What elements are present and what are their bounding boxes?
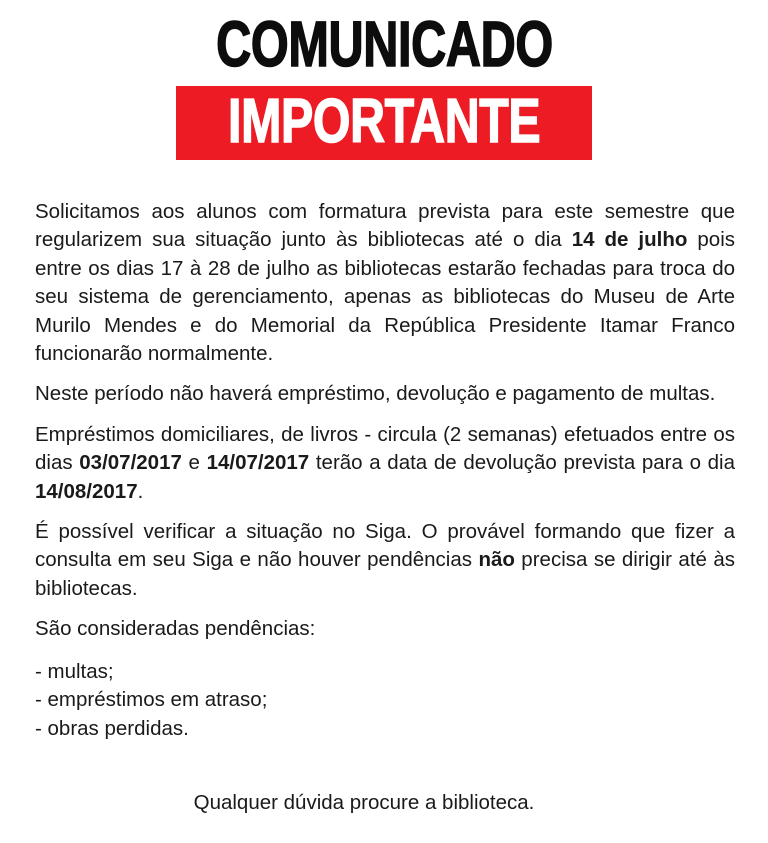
- list-item: - obras perdidas.: [35, 716, 189, 740]
- paragraph-1-part-1: Solicitamos aos alunos com formatura prevista para este semestre que regularizem sua situação junto às bibliotecas até o dia: [35, 200, 735, 252]
- pendencias-intro: [35, 615, 735, 643]
- headline-importante-text: IMPORTANTE: [227, 87, 541, 156]
- list-item: - multas;: [35, 659, 114, 683]
- list-item: - empréstimos em atraso;: [35, 688, 268, 712]
- paragraph-4-part-2: precisa se dirigir até às bibliotecas.: [35, 548, 735, 600]
- paragraph-4: [35, 518, 735, 603]
- notice-body: [35, 198, 735, 838]
- paragraph-3-part-1: Empréstimos domiciliares, de livros - circula (2 semanas) efetuados entre os dias: [35, 422, 735, 475]
- paragraph-3-bold-date-1: 03/07/2017: [79, 451, 182, 475]
- paragraph-3-part-3: terão a data de devolução prevista para o dia: [309, 451, 735, 475]
- paragraph-3-part-2: e: [181, 451, 207, 475]
- headline-line-comunicado: [0, 8, 768, 80]
- headline-red-band: [176, 86, 592, 160]
- paragraph-2-text: Neste período não haverá empréstimo, devolução e pagamento de multas.: [35, 382, 716, 406]
- paragraph-1-part-2: pois entre os dias 17 à 28 de julho as bibliotecas estarão fechadas para troca do seu sistema de gerenciamento, apenas as bibliotecas do Museu de Arte Murilo Mendes e do Memorial da República Presidente Itamar Franco funcionarão normalmente.: [35, 228, 735, 366]
- pendencias-list: [35, 658, 735, 743]
- paragraph-4-bold-nao: não: [478, 548, 515, 572]
- headline-line-importante: [0, 86, 768, 160]
- paragraph-4-part-1: É possível verificar a situação no Siga. O provável formando que fizer a consulta em seu Siga e não houver pendências: [35, 520, 735, 572]
- paragraph-2: [35, 380, 735, 408]
- paragraph-3-bold-date-3: 14/08/2017: [35, 479, 138, 503]
- pendencias-intro-text: São consideradas pendências:: [35, 617, 316, 641]
- paragraph-1-bold-date: 14 de julho: [571, 228, 688, 252]
- footer-note: Qualquer dúvida procure a biblioteca.: [193, 790, 535, 814]
- headline-block: [0, 0, 768, 182]
- paragraph-3: [35, 421, 735, 506]
- headline-comunicado-text: COMUNICADO: [215, 8, 553, 80]
- paragraph-3-bold-date-2: 14/07/2017: [206, 451, 310, 475]
- paragraph-1: [35, 198, 735, 368]
- paragraph-3-part-4: .: [137, 479, 144, 503]
